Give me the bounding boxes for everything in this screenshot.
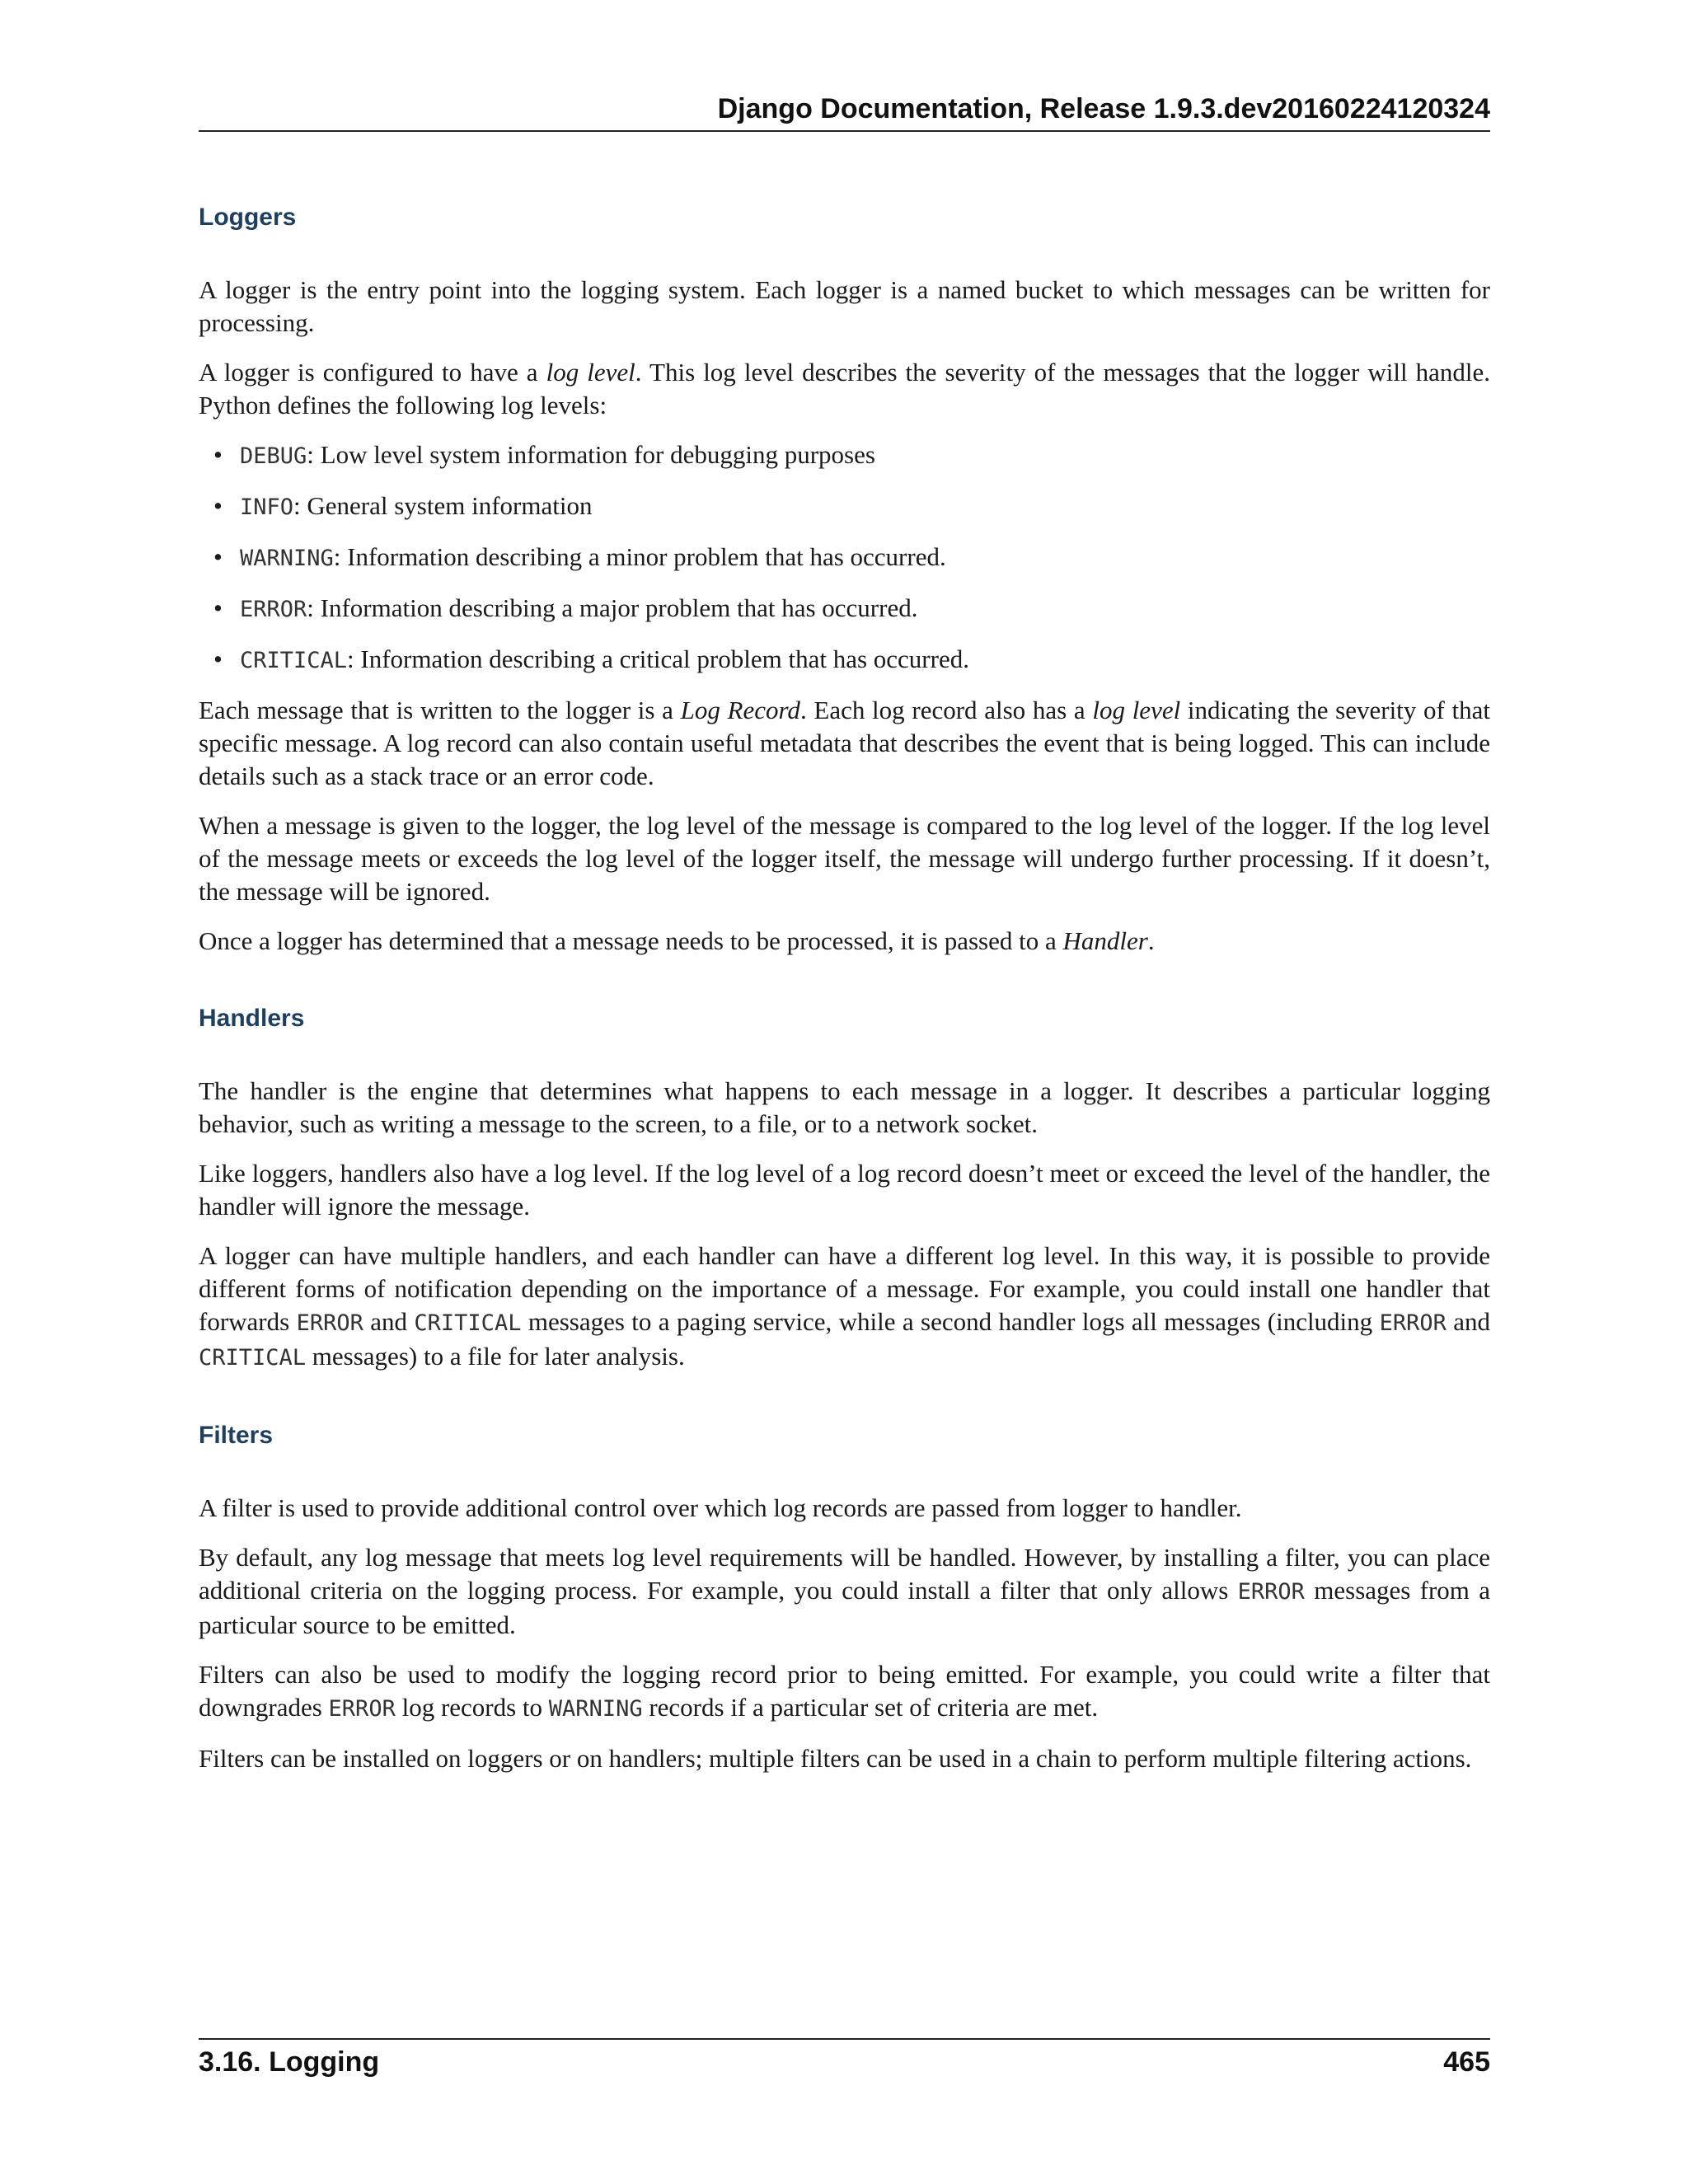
list-item-text: : Information describing a critical problem that has occurred. — [347, 644, 969, 673]
text-run: messages) to a file for later analysis. — [306, 1342, 685, 1371]
text-run: Filters can also be used to modify the logging record prior to being emitted. For example, you could write a filter that downgrades — [199, 1660, 1490, 1722]
text-run: and — [363, 1307, 415, 1336]
filters-paragraph-2 — [199, 1541, 1490, 1642]
filters-paragraph-4: Filters can be installed on loggers or on handlers; multiple filters can be used in a chain to perform multiple filtering actions. — [199, 1744, 1472, 1773]
emphasis-log-record: Log Record — [680, 696, 800, 724]
text-run: . Each log record also has a — [799, 696, 1093, 724]
bullet-icon: • — [213, 593, 223, 622]
text-run: messages to a paging service, while a second handler logs all messages (including — [521, 1307, 1380, 1336]
filters-paragraph-1: A filter is used to provide additional control over which log records are passed from logger to handler. — [199, 1493, 1242, 1522]
text-run: records if a particular set of criteria are met. — [642, 1693, 1099, 1722]
text-run: indicating the severity of that specific message. A log record can also contain useful metadata that describes the event that is being logged. This can include details such as a stack trace or an error code. — [199, 696, 1491, 790]
code-literal: CRITICAL — [414, 1310, 522, 1336]
text-run: Each message that is written to the logger is a — [199, 696, 681, 724]
list-item-text: : Information describing a minor problem that has occurred. — [333, 542, 946, 571]
page-number: 465 — [1443, 2046, 1490, 2078]
loggers-paragraph-5 — [199, 925, 1490, 958]
running-header: Django Documentation, Release 1.9.3.dev20160224120324 — [717, 93, 1490, 124]
section-title-filters: Filters — [199, 1422, 274, 1449]
section-title-loggers: Loggers — [199, 204, 297, 231]
bullet-icon: • — [213, 491, 223, 520]
list-item — [213, 490, 1490, 524]
handlers-paragraph-3 — [199, 1240, 1490, 1375]
bullet-icon: • — [213, 440, 223, 469]
code-literal: ERROR — [240, 597, 307, 622]
code-literal: INFO — [240, 494, 294, 520]
log-levels-list — [199, 438, 1490, 677]
header-rule — [199, 130, 1490, 132]
code-literal: CRITICAL — [199, 1345, 307, 1371]
text-run: messages from a particular source to be emitted. — [199, 1576, 1490, 1639]
filters-paragraph-3 — [199, 1658, 1490, 1726]
text-run: . — [1147, 926, 1155, 955]
list-item — [213, 438, 1490, 473]
loggers-paragraph-2 — [199, 356, 1490, 422]
list-item — [213, 592, 1490, 626]
text-run: A logger can have multiple handlers, and each handler can have a different log level. In this way, it is possible to provide different forms of notification depending on the importance of a message. For example, you could install one handler that forwards — [199, 1241, 1490, 1336]
list-item-text: : Low level system information for debugging purposes — [307, 440, 875, 469]
text-run: By default, any log message that meets log level requirements will be handled. However, by installing a filter, you can place additional criteria on the logging process. For example, you could install a filter that only allows — [199, 1543, 1490, 1605]
emphasis-log-level: log level — [1092, 696, 1181, 724]
code-literal: ERROR — [296, 1310, 363, 1336]
handlers-paragraph-1: The handler is the engine that determines what happens to each message in a logger. It describes a particular logging behavior, such as writing a message to the screen, to a file, or to a network socket. — [199, 1076, 1490, 1138]
emphasis-log-level: log level — [546, 358, 635, 387]
text-run: log records to — [395, 1693, 549, 1722]
list-item — [213, 643, 1490, 677]
text-run: Once a logger has determined that a message needs to be processed, it is passed to a — [199, 926, 1063, 955]
handlers-paragraph-2: Like loggers, handlers also have a log level. If the log level of a log record doesn’t meet or exceed the level of the handler, the handler will ignore the message. — [199, 1159, 1490, 1221]
loggers-paragraph-1: A logger is the entry point into the logging system. Each logger is a named bucket to which messages can be written for processing. — [199, 275, 1490, 337]
code-literal: CRITICAL — [240, 648, 348, 673]
text-run: A logger is configured to have a — [199, 358, 546, 387]
code-literal: ERROR — [1379, 1310, 1447, 1336]
bullet-icon: • — [213, 644, 223, 673]
code-literal: WARNING — [548, 1696, 643, 1722]
text-run: and — [1446, 1307, 1490, 1336]
emphasis-handler: Handler — [1062, 926, 1148, 955]
list-item-text: : Information describing a major problem that has occurred. — [307, 593, 918, 622]
footer-section-title: 3.16. Logging — [199, 2046, 380, 2078]
page-footer — [199, 2042, 1490, 2082]
page-content — [199, 198, 1490, 1792]
text-run: . This log level describes the severity of the messages that the logger will handle. Python defines the following log levels: — [199, 358, 1490, 419]
section-title-handlers: Handlers — [199, 1005, 305, 1032]
code-literal: ERROR — [328, 1696, 396, 1722]
loggers-paragraph-4: When a message is given to the logger, the log level of the message is compared to the log level of the logger. If the log level of the message meets or exceeds the log level of the logger itself, the message will undergo further processing. If it doesn’t, the message will be ignored. — [199, 811, 1490, 906]
bullet-icon: • — [213, 542, 223, 571]
list-item-text: : General system information — [293, 491, 593, 520]
list-item — [213, 541, 1490, 575]
code-literal: DEBUG — [240, 443, 307, 469]
loggers-paragraph-3 — [199, 694, 1490, 793]
code-literal: WARNING — [240, 546, 334, 571]
code-literal: ERROR — [1237, 1579, 1305, 1605]
footer-rule — [199, 2038, 1490, 2040]
